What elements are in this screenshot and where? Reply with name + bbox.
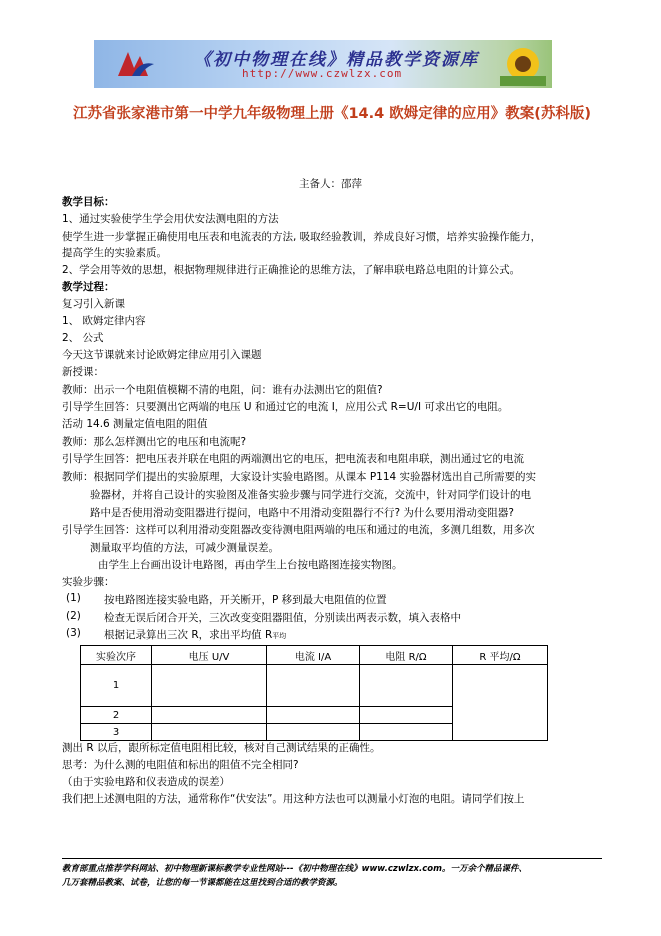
review-line: 测量取平均值的方法，可减少测量误差。 [90, 542, 279, 554]
table-cell-trial: 3 [81, 724, 152, 741]
review-line: 教师：根据同学们提出的实验原理，大家设计实验电路图。从课本 P114 实验器材选出自己所需要的实 [62, 471, 537, 483]
review-line: 教师：出示一个电阻值模糊不清的电阻，问：谁有办法测出它的阻值? [62, 384, 383, 396]
table-cell [360, 724, 453, 741]
header-banner [94, 40, 552, 88]
table-cell [360, 665, 453, 707]
step-text: 按电路图连接实验电路，开关断开，P 移到最大电阻值的位置 [104, 594, 387, 606]
table-header: R 平均/Ω [453, 646, 548, 665]
objectives-heading: 教学目标： [62, 196, 115, 208]
footer-divider [62, 858, 602, 859]
table-cell [267, 665, 360, 707]
after-line: 思考：为什么测的电阻值和标出的阻值不完全相同? [62, 759, 299, 771]
review-line: 验器材，并将自己设计的实验图及准备实验步骤与同学进行交流，交流中，针对同学们设计的电 [90, 489, 531, 501]
author-line: 主备人：邵萍 [299, 178, 362, 190]
objective-line: 2、学会用等效的思想，根据物理规律进行正确推论的思维方法，了解串联电路总电阻的计算公式。 [62, 264, 521, 276]
step-number: (1) [66, 592, 81, 604]
review-line: 引导学生回答：这样可以利用滑动变阻器改变待测电阻两端的电压和通过的电流，多测几组数，用多次 [62, 524, 535, 536]
review-line: 新授课： [62, 366, 104, 378]
objective-line: 提高学生的实验素质。 [62, 247, 167, 259]
table-cell [360, 707, 453, 724]
review-line: 教师：那么怎样测出它的电压和电流呢? [62, 436, 247, 448]
sunflower-icon [500, 42, 546, 86]
step-text: 检查无误后闭合开关，三次改变变阻器阻值，分别读出两表示数，填入表格中 [104, 612, 461, 624]
review-line: 2、 公式 [62, 332, 104, 344]
review-line: 引导学生回答：把电压表并联在电阻的两端测出它的电压，把电流表和电阻串联，测出通过它的电流 [62, 453, 524, 465]
record-table [80, 645, 548, 741]
review-line: 今天这节课就来讨论欧姆定律应用引入课题 [62, 349, 262, 361]
objective-line: 1、通过实验使学生学会用伏安法测电阻的方法 [62, 213, 279, 225]
table-cell-average [453, 665, 548, 741]
review-line: 引导学生回答：只要测出它两端的电压 U 和通过它的电流 I，应用公式 R=U/I 可求出它的电阻。 [62, 401, 509, 413]
after-line: 测出 R 以后，跟所标定值电阻相比较，核对自己测试结果的正确性。 [62, 742, 381, 754]
table-cell-trial: 1 [81, 665, 152, 707]
after-line: 我们把上述测电阻的方法，通常称作“伏安法”。用这种方法也可以测量小灯泡的电阻。请同学们按上 [62, 793, 525, 805]
steps-heading: 实验步骤： [62, 576, 115, 588]
review-line: 由学生上台画出设计电路图，再由学生上台按电路图连接实物图。 [98, 559, 403, 571]
site-logo-icon [114, 46, 158, 82]
banner-url: http://www.czwlzx.com [242, 67, 403, 80]
table-cell [152, 724, 267, 741]
table-header: 电阻 R/Ω [360, 646, 453, 665]
banner-title: 《初中物理在线》精品教学资源库 [194, 50, 479, 70]
table-header: 实验次序 [81, 646, 152, 665]
table-cell-trial: 2 [81, 707, 152, 724]
document-title: 江苏省张家港市第一中学九年级物理上册《14.4 欧姆定律的应用》教案(苏科版) [72, 106, 592, 122]
footer-line: 几万套精品教案、试卷，让您的每一节课都能在这里找到合适的教学资源。 [62, 878, 343, 888]
footer-text [62, 862, 602, 890]
objective-line: 使学生进一步掌握正确使用电压表和电流表的方法, 吸取经验教训，养成良好习惯，培养实验操作能力， [62, 231, 542, 243]
review-line: 1、 欧姆定律内容 [62, 315, 146, 327]
process-heading: 教学过程： [62, 281, 115, 293]
footer-line: 教育部重点推荐学科网站、初中物理新课标教学专业性网站---《初中物理在线》www.czwlzx.com。一万余个精品课件、 [62, 864, 527, 874]
review-line: 路中是否使用滑动变阻器进行提问，电路中不用滑动变阻器行不行? 为什么要用滑动变阻器? [90, 507, 514, 519]
step-number: (3) [66, 627, 81, 639]
table-cell [267, 707, 360, 724]
table-cell [152, 707, 267, 724]
table-cell [152, 665, 267, 707]
subscript: 平均 [272, 632, 287, 640]
table-cell [267, 724, 360, 741]
review-line: 活动 14.6 测量定值电阻的阻值 [62, 418, 208, 430]
table-header: 电压 U/V [152, 646, 267, 665]
step-text: 根据记录算出三次 R，求出平均值 R平均 [104, 629, 287, 641]
table-header: 电流 I/A [267, 646, 360, 665]
step-number: (2) [66, 610, 81, 622]
review-line: 复习引入新课 [62, 298, 125, 310]
after-line: （由于实验电路和仪表造成的误差） [62, 776, 230, 788]
